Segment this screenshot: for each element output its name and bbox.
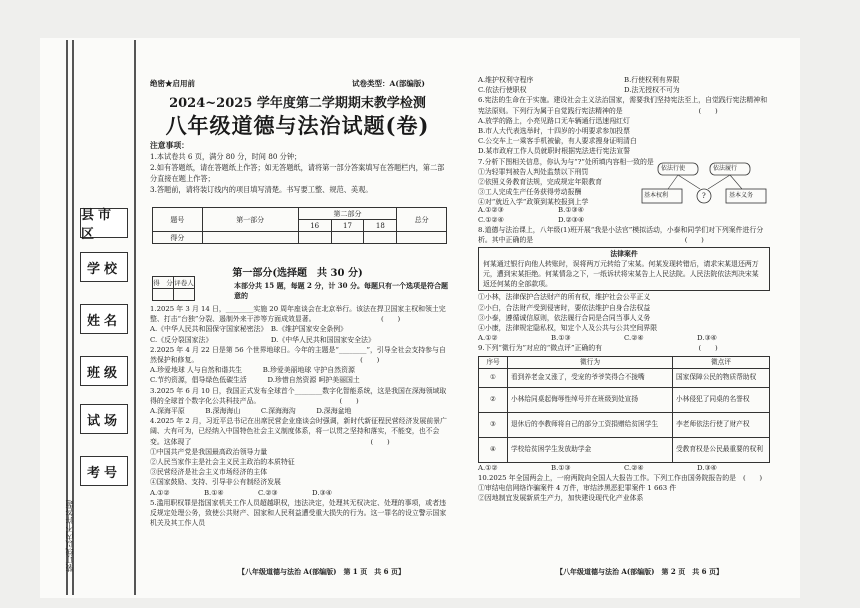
score-blank[interactable] <box>202 232 298 244</box>
side-label: 县市区 <box>80 208 128 238</box>
score-blank[interactable] <box>364 232 397 244</box>
question-item: ①中国共产党是我国最高政治领导力量 <box>150 447 268 456</box>
table-cell: 小林给同桌起侮辱性绰号并在班级到处宣扬 <box>508 387 673 412</box>
question-text: 8.道德与法治课上，八年级(1)班开展“我是小法官”模拟活动，小泰和同学们对下列案件进行分析。其中正确的是 ( ) <box>478 226 764 245</box>
page-footer: 【八年级道德与法治 A(部编版) 第 1 页 共 6 页】 <box>238 567 405 576</box>
case-box <box>478 247 770 292</box>
question-text: 4.2025 年 2 月，习近平总书记在出席民营企业座谈会时强调，新时代新征程民营经济发展前景广阔、大有可为，已经纳入中国特色社会主义制度体系，将一以贯之坚持和落实，不能变，也不会变。这体现了 ( ) <box>150 417 447 446</box>
mind-map-node: 依法行使 <box>661 164 686 172</box>
question-text: 7.分析下图相关信息，你认为与“?”处所填内容相一致的是 <box>478 157 654 166</box>
question-text: 10.2025 年全国两会上，一府两院向全国人大报告工作。下列工作由国务院报告的是 ( ) <box>478 473 763 482</box>
score-cell: 第二部分 <box>298 208 397 220</box>
question-option: C.节约资源，倡导绿色低碳生活 D.珍惜自然资源 呵护美丽国土 <box>150 376 360 385</box>
score-blank[interactable] <box>331 232 364 244</box>
table-header: 序号 <box>479 356 508 368</box>
question-item: ③民营经济是社会主义市场经济的主体 <box>150 468 268 477</box>
exam-title: 2024~2025 学年度第二学期期末教学检测 <box>169 96 426 111</box>
question-option: A.维护权利守程序 <box>478 76 534 84</box>
right-questions <box>478 75 770 503</box>
mind-map-node: ? <box>702 191 706 200</box>
mind-map-graphic <box>638 161 768 209</box>
question-option: A.①② B.①④ C.②③ D.③④ <box>150 488 332 497</box>
secret-mark: 绝密★启用前 <box>150 79 195 88</box>
question-item: ④对“就近入学”政策到某校报到上学 <box>478 198 589 207</box>
question-option: D.法无授权不可为 <box>624 86 680 95</box>
score-cell: 17 <box>331 220 364 232</box>
table-cell: ③ <box>479 412 508 437</box>
question-text: 9.下列“微行为”对应的“微点评”正确的有 ( ) <box>478 344 718 353</box>
question-option: B.①③ <box>551 334 571 343</box>
table-cell: 国家保障公民的物质帮助权 <box>673 368 770 387</box>
score-cell: 题号 <box>153 208 203 232</box>
left-questions <box>150 304 448 528</box>
score-cell: 16 <box>298 220 331 232</box>
table-row <box>479 387 770 412</box>
table-row <box>479 412 770 437</box>
question-text: 3.2025 年 6 月 10 日，我国正式发布全球首个________数字化智能系统，这是我国在深海领域取得的全球首个数字化公共科技产品。 ( ) <box>150 386 447 405</box>
case-title: 法律案件 <box>610 249 638 258</box>
question-item: ③工人完成生产任务获得劳动报酬 <box>478 188 582 197</box>
table-cell: 李老师依法行使了财产权 <box>673 412 770 437</box>
question-option: D.③④ <box>697 463 717 472</box>
question-option: C.公交车上一乘客手机被偷，有人要求搜身证明清白 <box>478 137 637 146</box>
question-item: ④小康，法律规定隐私权，知定个人及公共与公共空间界限 <box>478 324 658 333</box>
side-label: 考号 <box>80 456 128 486</box>
side-label: 试场 <box>80 404 128 434</box>
exam-subject-title: 八年级道德与法治试题(卷) <box>165 113 430 138</box>
score-cell: 第一部分 <box>202 208 298 232</box>
question-option: A.珍爱地球 人与自然和谐共生 B.珍爱美丽地球 守护自然资源 <box>150 366 355 375</box>
question-text: 6.宪法的生命在于实施。建设社会主义法治国家，需要我们坚持宪法至上，自觉践行宪法精神和宪法原则。下列行为属于自觉践行宪法精神的是 ( ) <box>478 96 768 115</box>
question-option: D.某市政府工作人员就职时根据宪法进行宪法宣誓 <box>478 147 631 156</box>
question-option: D.③④ <box>697 334 717 343</box>
side-label: 班级 <box>80 356 128 386</box>
table-row <box>479 437 770 462</box>
question-item: ②依照义务教育法规，完成规定年限教育 <box>478 178 603 187</box>
case-text: 何某通过银行向他人转账时，误将两万元转给了宋某。何某发现转错后，请求宋某退还两万元，遭到宋某拒绝。何某情急之下，一纸诉状将宋某告上人民法院。人民法院依法判决宋某返还何某的全部款项。 <box>483 259 759 289</box>
part1-note: 本部分共 15 题，每题 2 分，计 30 分。每题只有一个选项是符合题意的 <box>234 281 448 300</box>
question-option: A.①② <box>478 463 498 472</box>
question-option: A.①②③ <box>478 205 504 214</box>
score-cell: 18 <box>364 220 397 232</box>
question-item: ①为轻罪判被告人判处监禁以下刑罚 <box>478 167 589 176</box>
scorer-blank[interactable] <box>174 289 195 301</box>
table-cell: 小林侵犯了同桌的名誉权 <box>673 387 770 412</box>
question-option: D.②③④ <box>558 216 585 225</box>
question-option: C.①②④ <box>478 216 504 225</box>
score-blank[interactable] <box>298 232 331 244</box>
table-cell: 受教育权是公民最重要的权利 <box>673 437 770 462</box>
margin-line <box>134 40 136 595</box>
question-text: 2.2025 年 4 月 22 日是第 56 个世界地球日。今年的主题是“________”，引导全社会支持参与自然保护和修复。 ( ) <box>150 345 446 365</box>
mind-map <box>478 164 770 207</box>
question-option: C.《反分裂国家法》 D.《中华人民共和国国家安全法》 <box>150 335 375 344</box>
side-label: 学校 <box>80 252 128 282</box>
question-item: ③小泰，遵循诚信原则，依法履行合同是合同当事人义务 <box>478 313 651 322</box>
question-item: ②人民当家作主是社会主义民主政治的本质特征 <box>150 458 295 467</box>
question-option: B.市人大代表选举时，十四岁的小明要求参加投票 <box>478 127 630 136</box>
paper-type: 试卷类型：A(部编版) <box>352 79 425 88</box>
notice-item: 1.本试卷共 6 页，满分 80 分，时间 80 分钟； <box>150 152 302 161</box>
table-cell: ④ <box>479 437 508 462</box>
scorer-cell: 得 分 <box>153 277 174 289</box>
table-cell: 看到养老金又涨了，受宠的爷爷笑得合不拢嘴 <box>508 368 673 387</box>
notice-item: 3.答题前，请将装订线内的项目填写清楚。书写要工整、规范、美观。 <box>150 185 373 194</box>
score-table <box>152 207 447 244</box>
side-label: 姓名 <box>80 304 128 334</box>
page-footer: 【八年级道德与法治 A(部编版) 第 2 页 共 6 页】 <box>556 567 723 576</box>
table-cell: 退休后的李教师将自己的部分工资捐赠给贫困学生 <box>508 412 673 437</box>
mind-map-node: 基本权利 <box>644 191 669 199</box>
question-option: A.《中华人民共和国保守国家秘密法》 B.《维护国家安全条例》 <box>150 325 348 334</box>
question-option: A.①② <box>478 334 498 343</box>
question-text: 1.2025 年 3 月 14 日，________实施 20 周年座谈会在北京举行。该法在捍卫国家主权和领土完整、打击“台独”分裂、遏制外来干涉等方面成效显著。 ( ) <box>150 305 446 324</box>
question-item: ②小白，合法财产受到侵害时，要依法维护自身合法权益 <box>478 303 651 312</box>
mind-map-node: 基本义务 <box>729 191 754 199</box>
table-cell: 学校给贫困学生发放助学金 <box>508 437 673 462</box>
question-item: ①审结电信网络诈骗案件 4 万件，审结涉黑恶犯罪案件 1 663 件 <box>478 484 677 493</box>
question-option: B.①③④ <box>558 205 584 214</box>
table-header: 微行为 <box>508 356 673 368</box>
question-option: B.①③ <box>551 463 571 472</box>
question-option: A.深海平原 B.深海海山 C.深海海沟 D.深海盆地 <box>150 407 352 416</box>
question-option: B.行使权利有界限 <box>624 76 680 84</box>
binding-line-note: 装订线以内不许答题 <box>65 500 74 572</box>
question-option: C.②④ <box>624 463 644 472</box>
question-option: A.放学的路上，小亮见路口无车辆通行迅速闯红灯 <box>478 116 630 125</box>
notice <box>150 140 450 195</box>
table-cell: ② <box>479 387 508 412</box>
table-row <box>479 368 770 387</box>
question-item: ②因地制宜发展新质生产力，加快建设现代化产业体系 <box>478 494 644 503</box>
notice-item: 2.如有答题纸，请在答题纸上作答；如无答题纸，请将第一部分答案填写在答题栏内，第二部分直接在题上作答； <box>150 163 445 183</box>
scorer-table <box>152 276 195 301</box>
score-blank[interactable] <box>397 232 447 244</box>
question-text: 5.滥用职权罪是指国家机关工作人员超越职权，违法决定，处理其无权决定、处理的事项，或者违反规定处理公务，致使公共财产、国家和人民利益遭受重大损失的行为。这一罪名的设立警示国家机关及其工作人员 <box>150 498 447 528</box>
score-cell: 总分 <box>397 208 447 232</box>
question-option: C.依法行使职权 <box>478 86 527 95</box>
table-cell: ① <box>479 368 508 387</box>
question-item: ④国家鼓励、支持、引导非公有制经济发展 <box>150 478 281 487</box>
notice-heading: 注意事项： <box>150 141 189 150</box>
q9-table <box>478 356 770 463</box>
table-header: 微点评 <box>673 356 770 368</box>
mind-map-node: 依法履行 <box>713 164 738 172</box>
question-option: C.②④ <box>624 334 644 343</box>
part1-title: 第一部分(选择题 共 30 分) <box>232 268 363 279</box>
scorer-cell: 评卷人 <box>174 277 195 289</box>
scorer-blank[interactable] <box>153 289 174 301</box>
score-cell: 得分 <box>153 232 203 244</box>
question-item: ①小林，法律保护合法财产的所有权，维护社会公平正义 <box>478 293 651 302</box>
